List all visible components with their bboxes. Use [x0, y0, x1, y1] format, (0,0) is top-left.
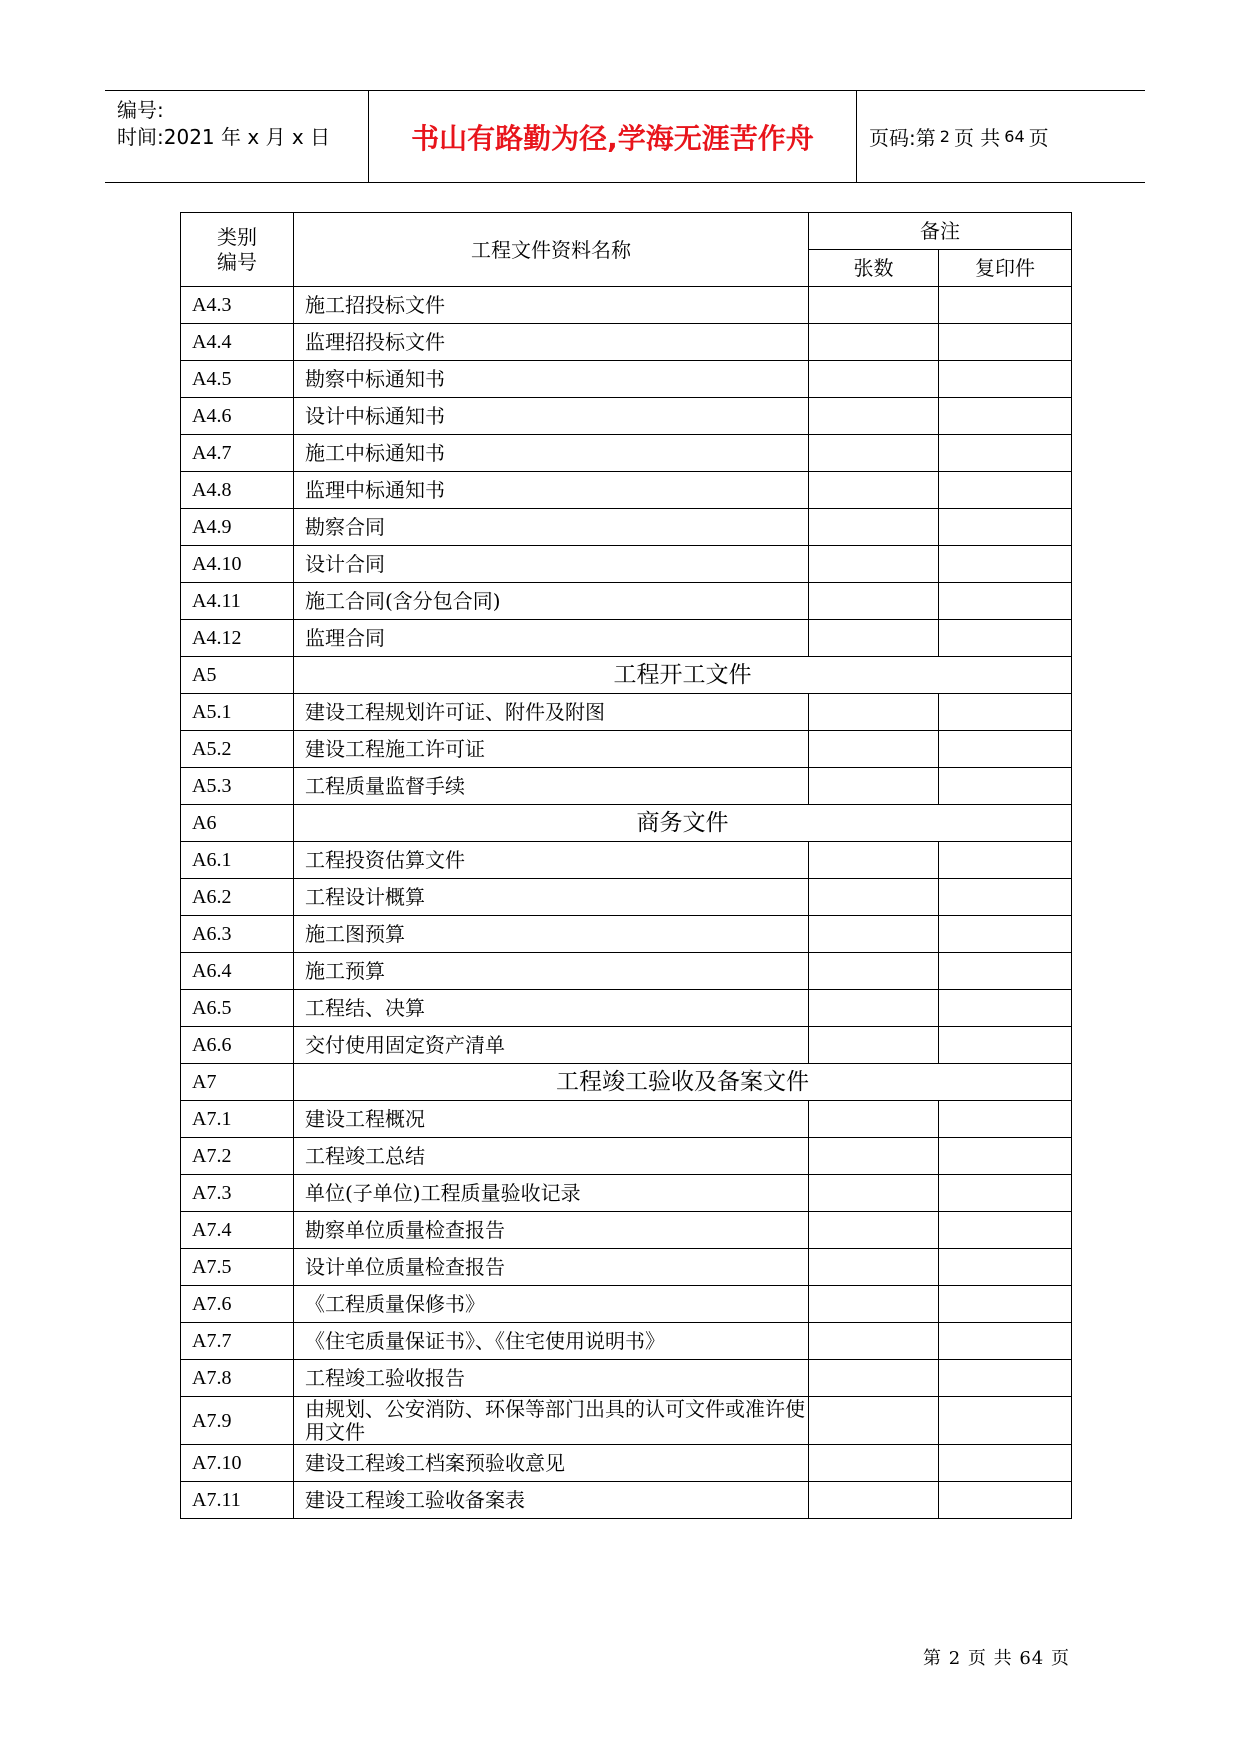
- document-name: 勘察合同: [294, 509, 809, 546]
- table-row: [181, 1445, 1072, 1482]
- header-slogan: 书山有路勤为径,学海无涯苦作舟: [369, 91, 857, 182]
- document-name: 工程结、决算: [294, 990, 809, 1027]
- table-row: [181, 842, 1072, 879]
- table-row: [181, 361, 1072, 398]
- document-name: 建设工程竣工验收备案表: [294, 1482, 809, 1519]
- table-row: [181, 1138, 1072, 1175]
- category-code: A5.3: [181, 768, 294, 805]
- table-header-row: [181, 213, 1072, 250]
- sheets-cell: [809, 1360, 939, 1397]
- document-name: 勘察中标通知书: [294, 361, 809, 398]
- doc-number-label: 编号:: [117, 98, 164, 122]
- category-code: A7.8: [181, 1360, 294, 1397]
- table-row: [181, 583, 1072, 620]
- copies-cell: [939, 1323, 1072, 1360]
- section-title: 工程竣工验收及备案文件: [294, 1064, 1072, 1101]
- category-code: A7.5: [181, 1249, 294, 1286]
- sheets-cell: [809, 842, 939, 879]
- copies-cell: [939, 1397, 1072, 1445]
- document-name: 监理招投标文件: [294, 324, 809, 361]
- copies-cell: [939, 1175, 1072, 1212]
- category-code: A7.7: [181, 1323, 294, 1360]
- table-row: [181, 1286, 1072, 1323]
- category-code: A4.12: [181, 620, 294, 657]
- sheets-cell: [809, 916, 939, 953]
- copies-cell: [939, 1445, 1072, 1482]
- document-name: 建设工程概况: [294, 1101, 809, 1138]
- document-name-header: 工程文件资料名称: [294, 213, 809, 287]
- copies-cell: [939, 472, 1072, 509]
- document-name: 单位(子单位)工程质量验收记录: [294, 1175, 809, 1212]
- time-value: 2021 年 x 月 x 日: [163, 125, 331, 149]
- table-row: [181, 1482, 1072, 1519]
- document-name: 施工中标通知书: [294, 435, 809, 472]
- sheets-cell: [809, 990, 939, 1027]
- category-code: A5.1: [181, 694, 294, 731]
- page-end: 页: [1028, 126, 1049, 150]
- document-name: 工程设计概算: [294, 879, 809, 916]
- category-code: A5.2: [181, 731, 294, 768]
- sheets-cell: [809, 1249, 939, 1286]
- copies-cell: [939, 768, 1072, 805]
- table-row: [181, 694, 1072, 731]
- sheets-cell: [809, 731, 939, 768]
- section-row: [181, 805, 1072, 842]
- table-row: [181, 324, 1072, 361]
- category-code: A4.5: [181, 361, 294, 398]
- category-code: A7.6: [181, 1286, 294, 1323]
- document-name: 施工图预算: [294, 916, 809, 953]
- sheets-cell: [809, 287, 939, 324]
- category-code: A4.7: [181, 435, 294, 472]
- category-code: A7.3: [181, 1175, 294, 1212]
- sheets-cell: [809, 546, 939, 583]
- sheets-cell: [809, 1397, 939, 1445]
- section-row: [181, 657, 1072, 694]
- sheets-cell: [809, 398, 939, 435]
- copies-cell: [939, 324, 1072, 361]
- table-row: [181, 1360, 1072, 1397]
- table-row: [181, 1249, 1072, 1286]
- copies-header: 复印件: [939, 250, 1072, 287]
- category-code: A7: [181, 1064, 294, 1101]
- copies-cell: [939, 1138, 1072, 1175]
- table-row: [181, 768, 1072, 805]
- section-title: 商务文件: [294, 805, 1072, 842]
- sheets-cell: [809, 1101, 939, 1138]
- document-name: 工程竣工验收报告: [294, 1360, 809, 1397]
- table-row: [181, 1323, 1072, 1360]
- copies-cell: [939, 620, 1072, 657]
- table-row: [181, 1212, 1072, 1249]
- category-code: A6.6: [181, 1027, 294, 1064]
- category-code: A6.1: [181, 842, 294, 879]
- remark-header: 备注: [809, 213, 1072, 250]
- sheets-cell: [809, 1323, 939, 1360]
- document-name: 工程投资估算文件: [294, 842, 809, 879]
- copies-cell: [939, 583, 1072, 620]
- sheets-cell: [809, 509, 939, 546]
- category-code: A5: [181, 657, 294, 694]
- sheets-cell: [809, 1445, 939, 1482]
- document-name: 勘察单位质量检查报告: [294, 1212, 809, 1249]
- copies-cell: [939, 1027, 1072, 1064]
- sheets-header: 张数: [809, 250, 939, 287]
- document-list-table: [180, 212, 1072, 1519]
- table-row: [181, 990, 1072, 1027]
- sheets-cell: [809, 361, 939, 398]
- header-page-info: [857, 91, 1145, 182]
- document-name: 工程质量监督手续: [294, 768, 809, 805]
- document-name: 施工预算: [294, 953, 809, 990]
- sheets-cell: [809, 1138, 939, 1175]
- table-row: [181, 1101, 1072, 1138]
- table-row: [181, 287, 1072, 324]
- copies-cell: [939, 1101, 1072, 1138]
- time-label: 时间:: [117, 125, 164, 149]
- document-name: 设计中标通知书: [294, 398, 809, 435]
- category-code: A4.10: [181, 546, 294, 583]
- copies-cell: [939, 361, 1072, 398]
- document-name: 建设工程施工许可证: [294, 731, 809, 768]
- copies-cell: [939, 1286, 1072, 1323]
- section-row: [181, 1064, 1072, 1101]
- category-code: A7.2: [181, 1138, 294, 1175]
- copies-cell: [939, 842, 1072, 879]
- copies-cell: [939, 990, 1072, 1027]
- category-code: A7.4: [181, 1212, 294, 1249]
- document-name: 建设工程竣工档案预验收意见: [294, 1445, 809, 1482]
- page-label: 页码:第: [869, 126, 936, 150]
- section-title: 工程开工文件: [294, 657, 1072, 694]
- table-row: [181, 731, 1072, 768]
- sheets-cell: [809, 694, 939, 731]
- document-name: 监理合同: [294, 620, 809, 657]
- table-row: [181, 1175, 1072, 1212]
- category-code: A4.11: [181, 583, 294, 620]
- table-row: [181, 435, 1072, 472]
- document-name: 设计合同: [294, 546, 809, 583]
- table-row: [181, 879, 1072, 916]
- category-code: A6.2: [181, 879, 294, 916]
- document-name: 工程竣工总结: [294, 1138, 809, 1175]
- table-row: [181, 509, 1072, 546]
- page-footer: 第 2 页 共 64 页: [923, 1648, 1070, 1669]
- table-row: [181, 620, 1072, 657]
- copies-cell: [939, 1212, 1072, 1249]
- sheets-cell: [809, 324, 939, 361]
- category-code: A7.10: [181, 1445, 294, 1482]
- sheets-cell: [809, 879, 939, 916]
- copies-cell: [939, 916, 1072, 953]
- category-code: A6: [181, 805, 294, 842]
- category-code: A4.8: [181, 472, 294, 509]
- copies-cell: [939, 1249, 1072, 1286]
- sheets-cell: [809, 768, 939, 805]
- page-number: 2: [939, 127, 950, 146]
- category-code: A4.6: [181, 398, 294, 435]
- document-name: 由规划、公安消防、环保等部门出具的认可文件或准许使用文件: [294, 1397, 809, 1445]
- sheets-cell: [809, 1027, 939, 1064]
- document-name: 设计单位质量检查报告: [294, 1249, 809, 1286]
- sheets-cell: [809, 1286, 939, 1323]
- copies-cell: [939, 398, 1072, 435]
- document-name: 交付使用固定资产清单: [294, 1027, 809, 1064]
- category-code: A6.5: [181, 990, 294, 1027]
- sheets-cell: [809, 620, 939, 657]
- page-total: 64: [1004, 127, 1025, 146]
- copies-cell: [939, 287, 1072, 324]
- document-name: 《住宅质量保证书》、《住宅使用说明书》: [294, 1323, 809, 1360]
- copies-cell: [939, 879, 1072, 916]
- sheets-cell: [809, 1175, 939, 1212]
- copies-cell: [939, 435, 1072, 472]
- sheets-cell: [809, 1482, 939, 1519]
- table-row: [181, 916, 1072, 953]
- page-header: [105, 90, 1145, 183]
- document-name: 《工程质量保修书》: [294, 1286, 809, 1323]
- table-row: [181, 1397, 1072, 1445]
- copies-cell: [939, 953, 1072, 990]
- sheets-cell: [809, 583, 939, 620]
- copies-cell: [939, 509, 1072, 546]
- copies-cell: [939, 694, 1072, 731]
- date-line: [117, 121, 330, 150]
- header-meta: [105, 91, 369, 182]
- sheets-cell: [809, 435, 939, 472]
- copies-cell: [939, 546, 1072, 583]
- table-row: [181, 1027, 1072, 1064]
- copies-cell: [939, 1360, 1072, 1397]
- document-name: 施工招投标文件: [294, 287, 809, 324]
- category-code: A4.3: [181, 287, 294, 324]
- page-mid: 页 共: [953, 126, 1001, 150]
- category-code: A4.4: [181, 324, 294, 361]
- copies-cell: [939, 1482, 1072, 1519]
- table-row: [181, 398, 1072, 435]
- sheets-cell: [809, 1212, 939, 1249]
- category-code: A7.9: [181, 1397, 294, 1445]
- table-row: [181, 472, 1072, 509]
- document-name: 施工合同(含分包合同): [294, 583, 809, 620]
- copies-cell: [939, 731, 1072, 768]
- category-code: A7.11: [181, 1482, 294, 1519]
- category-code: A6.4: [181, 953, 294, 990]
- document-name: 建设工程规划许可证、附件及附图: [294, 694, 809, 731]
- document-name: 监理中标通知书: [294, 472, 809, 509]
- table-row: [181, 546, 1072, 583]
- category-number-header: 类别 编号: [181, 213, 294, 287]
- category-code: A7.1: [181, 1101, 294, 1138]
- category-code: A4.9: [181, 509, 294, 546]
- table-row: [181, 953, 1072, 990]
- category-code: A6.3: [181, 916, 294, 953]
- sheets-cell: [809, 472, 939, 509]
- sheets-cell: [809, 953, 939, 990]
